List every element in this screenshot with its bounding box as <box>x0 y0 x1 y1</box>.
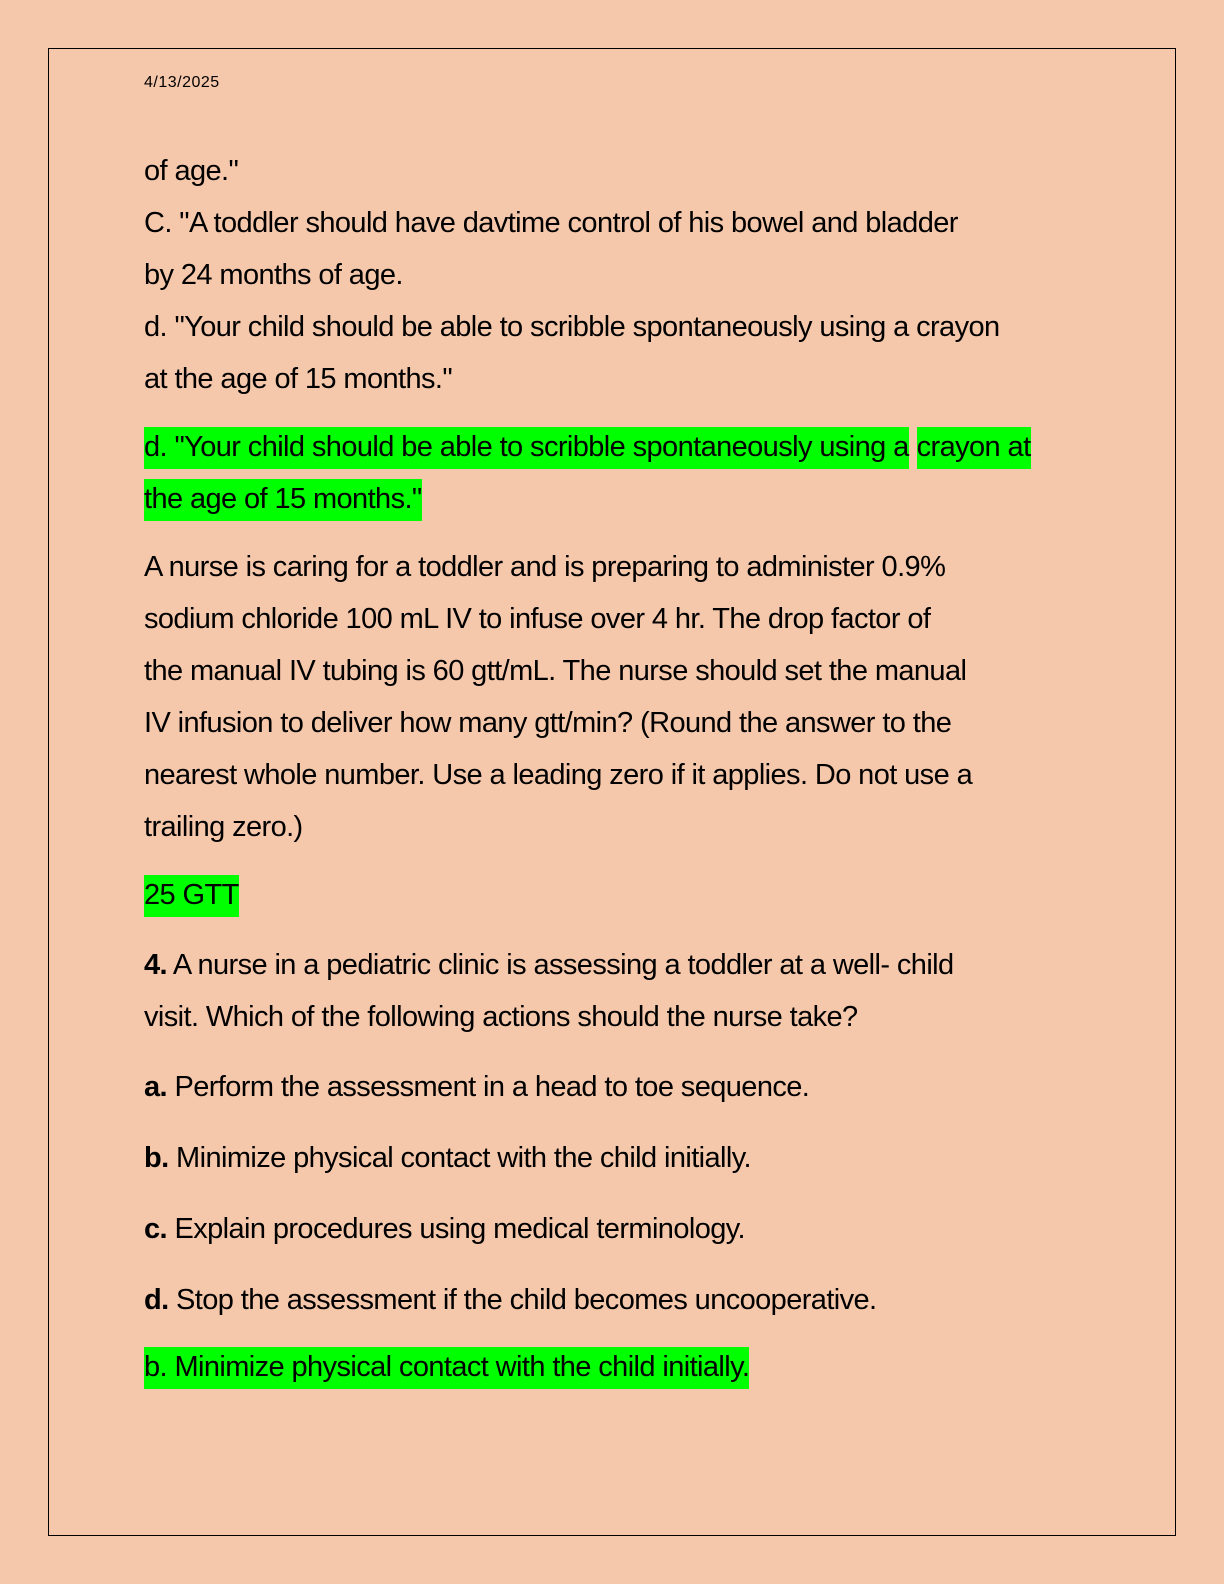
q4-number: 4. <box>144 949 167 981</box>
q3-answer-highlight: crayon at <box>917 427 1031 469</box>
dosage-question-line: the manual IV tubing is 60 gtt/mL. The nurse should set the manual <box>144 655 967 687</box>
q3-line: of age." <box>144 155 239 187</box>
q3-line: C. "A toddler should have davtime control of his bowel and bladder <box>144 207 958 239</box>
dosage-question-line: A nurse is caring for a toddler and is preparing to administer 0.9% <box>144 551 946 583</box>
q3-answer-highlight: the age of 15 months." <box>144 479 422 521</box>
q4-answer-line <box>144 1348 749 1386</box>
option-letter: c. <box>144 1213 167 1245</box>
dosage-question-line: trailing zero.) <box>144 811 303 843</box>
q4-option-d <box>144 1281 877 1319</box>
dosage-question-line: IV infusion to deliver how many gtt/min? (Round the answer to the <box>144 707 952 739</box>
dosage-answer-line <box>144 876 239 914</box>
page-date: 4/13/2025 <box>144 74 220 91</box>
q3-line: d. "Your child should be able to scribble spontaneously using a crayon <box>144 311 1000 343</box>
option-text: Minimize physical contact with the child initially. <box>176 1142 751 1174</box>
q3-answer-line <box>144 480 422 518</box>
option-text: Explain procedures using medical terminology. <box>174 1213 745 1245</box>
q4-option-b <box>144 1139 751 1177</box>
q4-stem-line <box>144 946 954 984</box>
option-text: Perform the assessment in a head to toe sequence. <box>174 1071 810 1103</box>
q3-line: at the age of 15 months." <box>144 363 453 395</box>
dosage-answer-highlight: 25 GTT <box>144 875 239 917</box>
q3-line: by 24 months of age. <box>144 259 403 291</box>
q3-answer-line <box>144 428 1031 466</box>
q4-option-c <box>144 1210 745 1248</box>
option-letter: b. <box>144 1142 169 1174</box>
q4-option-a <box>144 1068 809 1106</box>
q4-stem-text: A nurse in a pediatric clinic is assessing a toddler at a well- child <box>172 949 954 981</box>
q3-answer-highlight: d. "Your child should be able to scribble spontaneously using a <box>144 427 909 469</box>
q4-stem-line: visit. Which of the following actions should the nurse take? <box>144 1001 858 1033</box>
dosage-question-line: nearest whole number. Use a leading zero if it applies. Do not use a <box>144 759 973 791</box>
option-letter: d. <box>144 1284 169 1316</box>
option-letter: a. <box>144 1071 167 1103</box>
dosage-question-line: sodium chloride 100 mL IV to infuse over 4 hr. The drop factor of <box>144 603 931 635</box>
q4-answer-highlight: b. Minimize physical contact with the child initially. <box>144 1347 749 1389</box>
option-text: Stop the assessment if the child becomes uncooperative. <box>176 1284 877 1316</box>
